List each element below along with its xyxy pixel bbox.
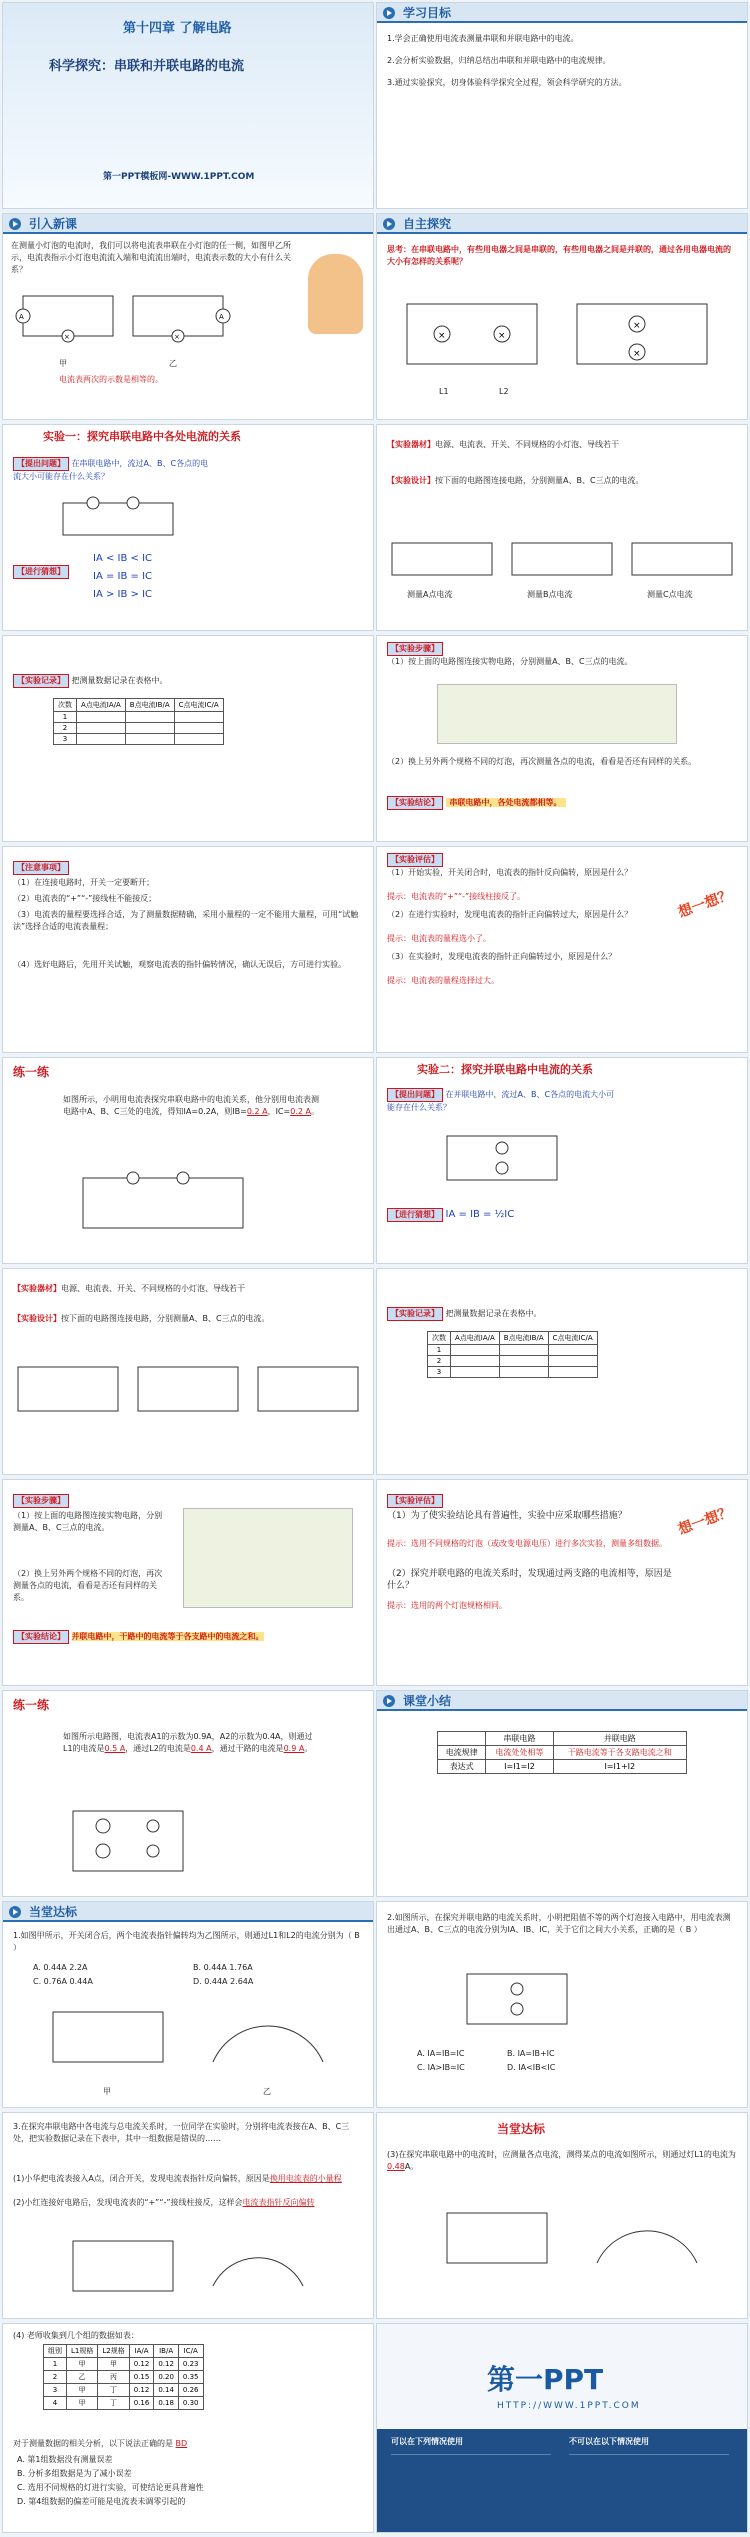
left-list xyxy=(391,2454,551,2524)
option-c: C. 选用不同规格的灯进行实验，可使结论更具普遍性 xyxy=(17,2483,204,2492)
option-a: A. 第1组数据没有测量误差 xyxy=(17,2455,113,2464)
step-1: （1）按上面的电路图连接实物电路，分别测量A、B、C三点的电流。 xyxy=(387,657,633,666)
caution-4: （4）选好电路后，先用开关试触，观察电流表的指针偏转情况，确认无误后，方可进行实验。 xyxy=(13,960,347,969)
quiz1-figure xyxy=(43,2002,333,2082)
record-table: 次数 A点电流IA/A B点电流IB/A C点电流IC/A 1 2 3 xyxy=(53,698,224,745)
svg-text:×: × xyxy=(174,333,180,341)
slide-title xyxy=(2,2,374,209)
intro-circuits-figure xyxy=(13,286,243,356)
step-1: （1）按上面的电路图连接实物电路，分别测量A、B、C三点的电流。 xyxy=(13,1511,163,1532)
heading: 练一练 xyxy=(13,1065,50,1079)
option-a: A. 0.44A 2.2A xyxy=(33,1963,88,1972)
caption-b: 测量B点电流 xyxy=(527,590,573,599)
right-list xyxy=(569,2454,729,2524)
caption-c: 测量C点电流 xyxy=(647,590,693,599)
conclusion-tag: 【实验结论】 xyxy=(387,796,443,810)
conclusion-text: 并联电路中，干路中的电流等于各支路中的电流之和。 xyxy=(71,1632,264,1641)
caution-1: （1）在连接电路时，开关一定要断开； xyxy=(13,878,155,887)
quiz3-sub1: (1)小华把电流表接入A点，闭合开关，发现电流表指针反向偏转，原因是 xyxy=(13,2174,270,2183)
guess-1: IA < IB < IC xyxy=(93,553,153,564)
right-title: 不可以在以下情况使用 xyxy=(569,2437,649,2446)
site-label: 第一PPT模板网-WWW.1PPT.COM xyxy=(103,172,255,182)
option-d: D. IA<IB<IC xyxy=(507,2063,556,2072)
think-label: 想一想？ xyxy=(676,1503,735,1539)
slide-exp1-record xyxy=(2,635,374,842)
steps-tag: 【实验步骤】 xyxy=(13,1494,69,1508)
end-logo: 第一PPT xyxy=(487,2363,604,2396)
record-tag: 【实验记录】 xyxy=(13,674,69,688)
equip-tag: 【实验器材】 xyxy=(13,1284,61,1293)
heading: 自主探究 xyxy=(403,217,452,231)
guess-tag: 【进行猜想】 xyxy=(387,1208,443,1222)
svg-text:×: × xyxy=(64,333,70,341)
slide-exp2-record xyxy=(376,1268,748,1475)
think-label: 想一想？ xyxy=(676,886,735,922)
step-2: （2）换上另外两个规格不同的灯泡，再次测量各点的电流，看看是否还有同样的关系。 xyxy=(387,757,697,766)
slide-end xyxy=(376,2323,748,2533)
eval-q3: （3）在实验时，发现电流表的指针正向偏转过小，原因是什么？ xyxy=(387,952,617,961)
quiz5-question: 对于测量数据的相关分析，以下说法正确的是 xyxy=(13,2439,173,2448)
fig-label-yi: 乙 xyxy=(263,2087,271,2096)
answer-ib: 0.2 A xyxy=(246,1107,268,1116)
option-b: B. 0.44A 1.76A xyxy=(193,1963,253,1972)
eval-q2: （2）探究并联电路的电流关系时，发现通过两支路的电流相等，原因是什么？ xyxy=(387,1569,672,1591)
option-b: B. 分析多组数据是为了减小误差 xyxy=(17,2469,132,2478)
cautions-tag: 【注意事项】 xyxy=(13,861,69,875)
play-icon xyxy=(383,218,395,230)
quiz5-title: (4) 老师收集到几个组的数据如表： xyxy=(13,2331,139,2340)
svg-text:A: A xyxy=(19,313,24,321)
heading: 实验二：探究并联电路中电流的关系 xyxy=(417,1063,593,1076)
slide-goals xyxy=(376,2,748,209)
svg-text:×: × xyxy=(633,321,641,331)
quiz4-answer: 0.48 xyxy=(387,2162,405,2171)
step-2: （2）换上另外两个规格不同的灯泡，再次测量各点的电流，看看是否还有同样的关系。 xyxy=(13,1569,163,1602)
answer-l1: 0.5 A xyxy=(104,1744,126,1753)
play-icon xyxy=(9,218,21,230)
heading: 练一练 xyxy=(13,1698,50,1712)
heading: 学习目标 xyxy=(403,6,452,20)
ask-tag: 【提出问题】 xyxy=(13,457,69,471)
slide-practice1: 练一练 如图所示，小明用电流表探究串联电路中的电流关系，他分别用电流表测电路中A、B、C三处的电流，得知IA=0.2A，则IB=0.2 A，IC=0.2 A。 xyxy=(2,1057,374,1264)
summary-table: 串联电路 并联电路 电流规律 电流处处相等 干路电流等于各支路电流之和 表达式 I=I1=I2 I=I1+I2 xyxy=(437,1731,687,1774)
equip-text: 电源、电流表、开关、不同规格的小灯泡、导线若干 xyxy=(435,440,619,449)
slide-exp2-eval xyxy=(376,1479,748,1686)
slide-quiz3 xyxy=(2,2112,374,2319)
slide-exp1-design xyxy=(376,424,748,631)
slide-quiz1 xyxy=(2,1901,374,2108)
end-url: HTTP://WWW.1PPT.COM xyxy=(497,2401,641,2411)
chapter-title: 第十四章 了解电路 xyxy=(123,21,232,36)
fig-label-jia: 甲 xyxy=(103,2087,111,2096)
heading: 实验一：探究串联电路中各处电流的关系 xyxy=(43,430,241,443)
slide-summary xyxy=(376,1690,748,1897)
fig-label-yi: 乙 xyxy=(169,359,177,368)
eval-q1: （1）开始实验，开关闭合时，电流表的指针反向偏转，原因是什么？ xyxy=(387,868,633,877)
intro-note: 电流表两次的示数是相等的。 xyxy=(59,375,163,384)
practice-text: 如图所示，小明用电流表探究串联电路中的电流关系，他分别用电流表测电路中A、B、C三处的电流，得知IA=0.2A，则IB= xyxy=(63,1095,319,1116)
parallel-circuit-figure xyxy=(437,1128,577,1188)
equip-text: 电源、电流表、开关、不同规格的小灯泡、导线若干 xyxy=(61,1284,245,1293)
apparatus-photo xyxy=(183,1508,353,1608)
option-a: A. IA=IB=IC xyxy=(417,2049,465,2058)
play-icon xyxy=(9,1906,21,1918)
slide-cautions xyxy=(2,846,374,1053)
quiz3-sub2: (2)小红连接好电路后，发现电流表的“+”“-”接线柱接反，这样会 xyxy=(13,2198,243,2207)
explore-question: 思考：在串联电路中，有些用电器之间是串联的，有些用电器之间是并联的，通过各用电器电流的大小有怎样的关系呢？ xyxy=(387,245,731,266)
measure-circuits-figure xyxy=(387,535,737,585)
practice1-circuit xyxy=(73,1168,253,1238)
quiz2-circuit xyxy=(457,1964,587,2034)
goal-3: 3.通过实验探究，切身体验科学探究全过程，领会科学研究的方法。 xyxy=(387,78,627,87)
slide-exp2-question xyxy=(376,1057,748,1264)
caption-a: 测量A点电流 xyxy=(407,590,453,599)
eval-tag: 【实验评估】 xyxy=(387,853,443,867)
quiz1-question: 1.如图甲所示，开关闭合后，两个电流表指针偏转均为乙图所示，则通过L1和L2的电流分别为（ B ） xyxy=(13,1931,360,1952)
quiz3-question: 3.在探究串联电路中各电流与总电流关系时，一位同学在实验时，分别将电流表接在A、B、C三处，把实验数据记录在下表中，其中一组数据是错误的…… xyxy=(13,2122,350,2143)
answer-ic: 0.2 A xyxy=(290,1107,311,1116)
quiz5-table: 组别 L1规格 L2规格 IA/A IB/A IC/A 1 甲 甲 0.12 0.12 0.23 2 乙 丙 0.15 0.20 0.35 3 甲 丁 0.12 0.14 0.26 4 甲 丁 0.16 0.18 0.30 xyxy=(43,2344,204,2410)
caution-3: （3）电流表的量程要选择合适，为了测量数据精确，采用小量程的一定不能用大量程，可用“试触法”选择合适的电流表量程； xyxy=(13,910,359,931)
design-text: 按下面的电路图连接电路，分别测量A、B、C三点的电流。 xyxy=(435,476,644,485)
quiz2-question: 2.如图所示，在探究并联电路的电流关系时，小明把阻值不等的两个灯泡接入电路中，用电流表测出通过A、B、C三点的电流分别为IA、IB、IC，关于它们之间大小关系，正确的是（ B ） xyxy=(387,1913,731,1934)
slide-exp1-eval xyxy=(376,846,748,1053)
lamp-label-2: L2 xyxy=(499,387,509,396)
guess-2: IA = IB = IC xyxy=(93,571,153,582)
slide-exp1-steps xyxy=(376,635,748,842)
svg-text:×: × xyxy=(498,331,506,341)
svg-text:×: × xyxy=(438,331,446,341)
ask-text: 在串联电路中，流过A、B、C各点的电流大小可能存在什么关系？ xyxy=(13,459,209,481)
slide-explore xyxy=(376,213,748,420)
ask-tag: 【提出问题】 xyxy=(387,1088,443,1102)
slide-exp2-steps xyxy=(2,1479,374,1686)
quiz4-question: (3)在探究串联电路中的电流时，应测量各点电流，测得某点的电流如图所示，则通过灯L1的电流为 xyxy=(387,2150,736,2159)
practice2-circuit xyxy=(63,1801,203,1881)
boy-illustration xyxy=(308,254,363,334)
parallel-measure-figure xyxy=(13,1359,363,1419)
heading: 当堂达标 xyxy=(29,1905,78,1919)
option-d: D. 第4组数据的偏差可能是电流表未调零引起的 xyxy=(17,2497,186,2506)
record-tag: 【实验记录】 xyxy=(387,1307,443,1321)
series-circuit-figure xyxy=(53,495,193,545)
fig-label-jia: 甲 xyxy=(59,359,67,368)
caution-2: （2）电流表的“+”“-”接线柱不能接反； xyxy=(13,894,157,903)
eval-a1: 提示：选用不同规格的灯泡（或改变电源电压）进行多次实验，测量多组数据。 xyxy=(387,1539,667,1548)
apparatus-photo xyxy=(437,684,677,744)
conclusion-tag: 【实验结论】 xyxy=(13,1630,69,1644)
eval-a1: 提示：电流表的“+”“-”接线柱接反了。 xyxy=(387,892,526,901)
quiz4-figure xyxy=(437,2203,707,2283)
eval-tag: 【实验评估】 xyxy=(387,1494,443,1508)
option-b: B. IA=IB+IC xyxy=(507,2049,555,2058)
svg-text:A: A xyxy=(219,313,224,321)
answer-main: 0.9 A xyxy=(283,1744,305,1753)
guess-3: IA > IB > IC xyxy=(93,589,153,600)
slide-quiz5 xyxy=(2,2323,374,2533)
practice-text: 如图所示电路图，电流表A1的示数为0.9A，A2的示数为0.4A，则通过L1的电流是 xyxy=(63,1732,313,1753)
steps-tag: 【实验步骤】 xyxy=(387,642,443,656)
slide-main-title: 科学探究：串联和并联电路的电流 xyxy=(49,59,245,74)
guess-text: IA = IB = ½IC xyxy=(445,1209,515,1220)
play-icon xyxy=(383,1695,395,1707)
heading: 引入新课 xyxy=(29,217,78,231)
quiz5-answer: BD xyxy=(175,2439,188,2448)
goal-2: 2.会分析实验数据，归纳总结出串联和并联电路中的电流规律。 xyxy=(387,56,611,65)
record-text: 把测量数据记录在表格中。 xyxy=(71,676,168,685)
svg-text:×: × xyxy=(633,349,641,359)
eval-q1: （1）为了使实验结论具有普遍性，实验中应采取哪些措施？ xyxy=(387,1511,627,1521)
slide-intro xyxy=(2,213,374,420)
option-d: D. 0.44A 2.64A xyxy=(193,1977,254,1986)
goal-1: 1.学会正确使用电流表测量串联和并联电路中的电流。 xyxy=(387,34,579,43)
quiz3-ans2: 电流表指针反向偏转 xyxy=(242,2198,315,2207)
lamp-label-1: L1 xyxy=(439,387,449,396)
slide-practice2: 练一练 如图所示电路图，电流表A1的示数为0.9A，A2的示数为0.4A，则通过L1的电流是0.5 A，通过L2的电流是0.4 A，通过干路的电流是0.9 A。 xyxy=(2,1690,374,1897)
heading: 课堂小结 xyxy=(403,1694,452,1708)
quiz3-figure xyxy=(63,2231,313,2301)
eval-a2: 提示：选用的两个灯泡规格相同。 xyxy=(387,1601,507,1610)
design-tag: 【实验设计】 xyxy=(13,1314,61,1323)
ask-text: 在并联电路中，流过A、B、C各点的电流大小可能存在什么关系？ xyxy=(387,1090,615,1112)
eval-a2: 提示：电流表的量程选小了。 xyxy=(387,934,491,943)
option-c: C. IA>IB=IC xyxy=(417,2063,465,2072)
option-c: C. 0.76A 0.44A xyxy=(33,1977,93,1986)
slide-quiz4: 当堂达标 (3)在探究串联电路中的电流时，应测量各点电流，测得某点的电流如图所示，则通过灯L1的电流为0.48A。 xyxy=(376,2112,748,2319)
design-text: 按下面的电路图连接电路，分别测量A、B、C三点的电流。 xyxy=(61,1314,270,1323)
record-text: 把测量数据记录在表格中。 xyxy=(445,1309,542,1318)
slide-exp2-design xyxy=(2,1268,374,1475)
guess-tag: 【进行猜想】 xyxy=(13,565,69,579)
quiz3-ans1: 换用电流表的小量程 xyxy=(269,2174,342,2183)
design-tag: 【实验设计】 xyxy=(387,476,435,485)
eval-a3: 提示：电流表的量程选择过大。 xyxy=(387,976,499,985)
slide-exp1-question xyxy=(2,424,374,631)
left-title: 可以在下列情况使用 xyxy=(391,2437,463,2446)
slide-quiz2 xyxy=(376,1901,748,2108)
intro-text: 在测量小灯泡的电流时，我们可以将电流表串联在小灯泡的任一侧，如图甲乙所示，电流表指示小灯泡电流流入端和电流流出端时，电流表示数的大小有什么关系？ xyxy=(11,241,291,274)
play-icon xyxy=(383,7,395,19)
heading: 当堂达标 xyxy=(497,2122,546,2136)
equip-tag: 【实验器材】 xyxy=(387,440,435,449)
record-table: 次数 A点电流IA/A B点电流IB/A C点电流IC/A 1 2 3 xyxy=(427,1331,598,1378)
eval-q2: （2）在进行实验时，发现电流表的指针正向偏转过大，原因是什么？ xyxy=(387,910,633,919)
answer-l2: 0.4 A xyxy=(190,1744,212,1753)
conclusion-text: 串联电路中，各处电流都相等。 xyxy=(446,798,566,807)
